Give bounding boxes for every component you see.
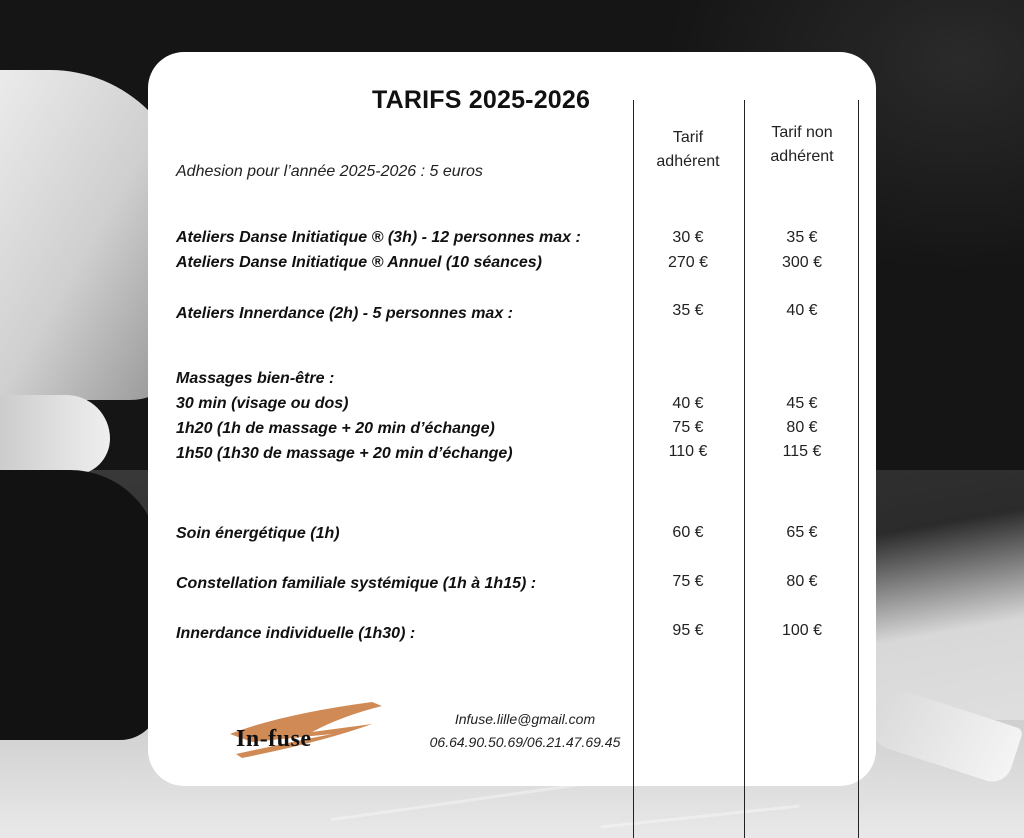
price-non-member: 300 € xyxy=(781,254,823,271)
price-member: 40 € xyxy=(672,395,704,412)
price-member: 35 € xyxy=(672,302,704,319)
row-label: Ateliers Danse Initiatique ® (3h) - 12 personnes max : xyxy=(176,229,581,246)
price-member: 60 € xyxy=(672,524,704,541)
column-divider xyxy=(858,100,859,838)
row-label: 30 min (visage ou dos) xyxy=(176,395,349,412)
column-header-label: Tarif adhérent xyxy=(656,129,720,170)
price-non-member: 80 € xyxy=(786,419,818,436)
column-divider xyxy=(633,100,634,838)
column-header-member xyxy=(643,126,733,174)
brand-logo-text: In-fuse xyxy=(236,726,312,752)
price-member: 110 € xyxy=(668,443,708,460)
price-non-member: 115 € xyxy=(782,443,822,460)
price-member: 270 € xyxy=(667,254,709,271)
column-header-non-member xyxy=(752,121,852,169)
price-non-member: 35 € xyxy=(786,229,818,246)
membership-fee-note: Adhesion pour l’année 2025-2026 : 5 euros xyxy=(176,163,483,180)
contact-email: Infuse.lille@gmail.com xyxy=(454,711,596,727)
column-divider xyxy=(744,100,745,838)
page-title: TARIFS 2025-2026 xyxy=(372,86,591,114)
price-non-member: 80 € xyxy=(786,573,818,590)
price-member: 75 € xyxy=(672,419,704,436)
row-label: Innerdance individuelle (1h30) : xyxy=(176,625,416,642)
price-member: 95 € xyxy=(672,622,704,639)
row-label: Ateliers Danse Initiatique ® Annuel (10 séances) xyxy=(176,254,542,271)
price-non-member: 100 € xyxy=(781,622,823,639)
row-label: Ateliers Innerdance (2h) - 5 personnes max : xyxy=(176,305,513,322)
price-member: 75 € xyxy=(672,573,704,590)
column-header-label: Tarif non adhérent xyxy=(770,124,834,165)
price-member: 30 € xyxy=(672,229,704,246)
dancer-foot-shape xyxy=(0,395,110,475)
contact-phones: 06.64.90.50.69/06.21.47.69.45 xyxy=(429,734,621,750)
row-label: Constellation familiale systémique (1h à 1h15) : xyxy=(176,575,537,592)
price-non-member: 45 € xyxy=(786,395,818,412)
section-label-massages: Massages bien-être : xyxy=(176,370,335,387)
dancer-leg-shape xyxy=(0,470,160,740)
price-non-member: 65 € xyxy=(786,524,818,541)
row-label: 1h20 (1h de massage + 20 min d’échange) xyxy=(176,420,495,437)
price-non-member: 40 € xyxy=(786,302,818,319)
row-label: Soin énergétique (1h) xyxy=(176,525,340,542)
row-label: 1h50 (1h30 de massage + 20 min d’échange) xyxy=(176,445,513,462)
